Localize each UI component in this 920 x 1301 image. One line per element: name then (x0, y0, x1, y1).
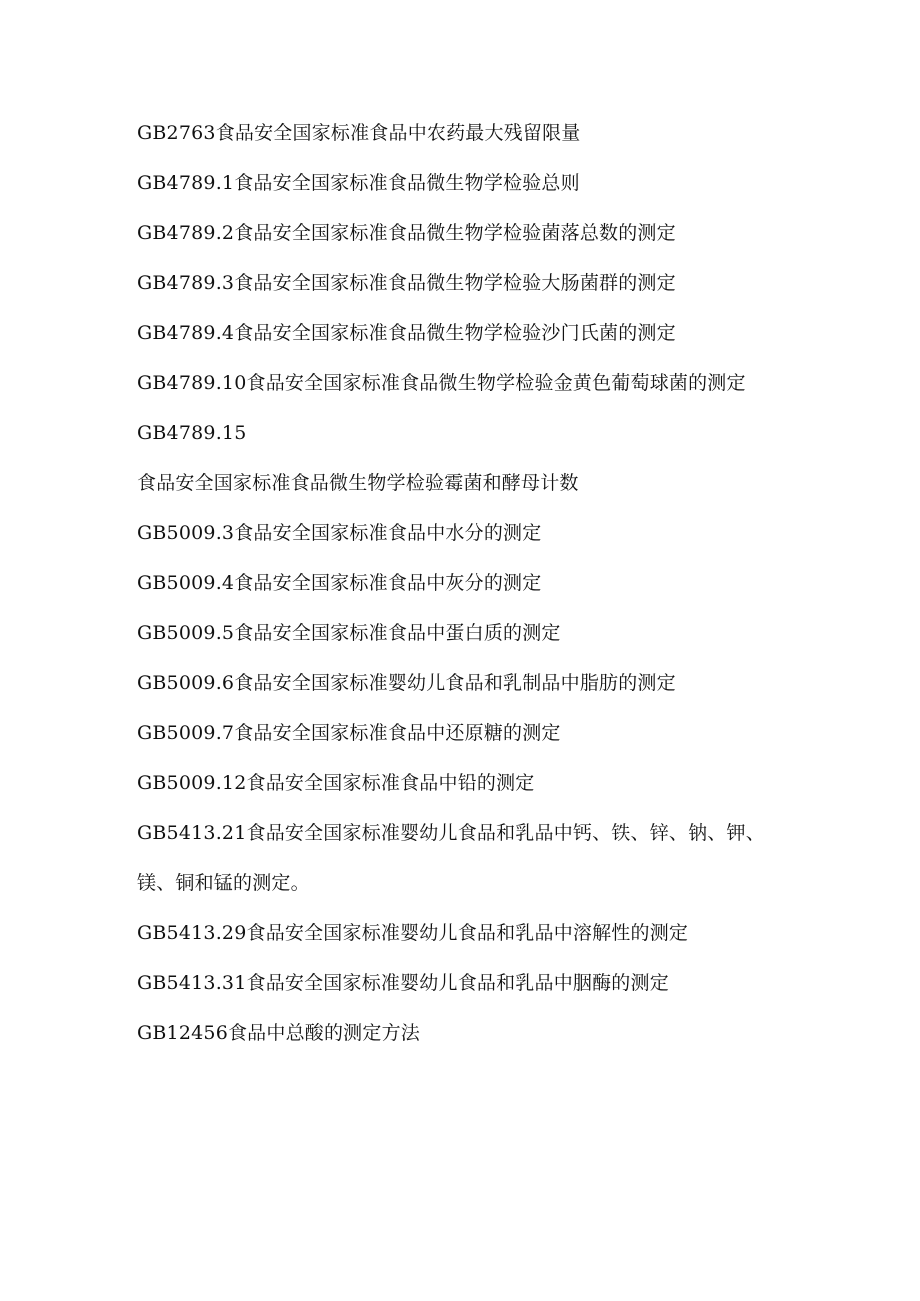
standard-line-gb4789-1: GB4789.1食品安全国家标准食品微生物学检验总则 (137, 172, 580, 194)
standard-line-gb12456: GB12456食品中总酸的测定方法 (137, 1022, 420, 1044)
standard-line-gb4789-3: GB4789.3食品安全国家标准食品微生物学检验大肠菌群的测定 (137, 272, 676, 294)
standard-line-gb5413-31: GB5413.31食品安全国家标准婴幼儿食品和乳品中胭酶的测定 (137, 972, 669, 994)
standard-line-gb4789-15-title: 食品安全国家标准食品微生物学检验霉菌和酵母计数 (137, 472, 579, 494)
standards-list (137, 118, 797, 1068)
standard-line-gb5009-3: GB5009.3食品安全国家标准食品中水分的测定 (137, 522, 542, 544)
standard-line-gb5413-29: GB5413.29食品安全国家标准婴幼儿食品和乳品中溶解性的测定 (137, 922, 689, 944)
standard-line-gb4789-10: GB4789.10食品安全国家标准食品微生物学检验金黄色葡萄球菌的测定 (137, 372, 746, 394)
standard-line-gb5413-21-cont: 镁、铜和锰的测定。 (137, 872, 310, 894)
standard-line-gb5009-5: GB5009.5食品安全国家标准食品中蛋白质的测定 (137, 622, 561, 644)
standard-line-gb4789-2: GB4789.2食品安全国家标准食品微生物学检验菌落总数的测定 (137, 222, 676, 244)
standard-line-gb5009-7: GB5009.7食品安全国家标准食品中还原糖的测定 (137, 722, 561, 744)
standard-line-gb5413-21: GB5413.21食品安全国家标准婴幼儿食品和乳品中钙、铁、锌、钠、钾、 (137, 822, 765, 844)
standard-line-gb5009-4: GB5009.4食品安全国家标准食品中灰分的测定 (137, 572, 542, 594)
standard-line-gb4789-15-code: GB4789.15 (137, 422, 247, 444)
standard-line-gb5009-6: GB5009.6食品安全国家标准婴幼儿食品和乳制品中脂肪的测定 (137, 672, 676, 694)
standard-line-gb2763: GB2763食品安全国家标准食品中农药最大残留限量 (137, 122, 581, 144)
standard-line-gb4789-4: GB4789.4食品安全国家标准食品微生物学检验沙门氏菌的测定 (137, 322, 676, 344)
standard-line-gb5009-12: GB5009.12食品安全国家标准食品中铅的测定 (137, 772, 535, 794)
